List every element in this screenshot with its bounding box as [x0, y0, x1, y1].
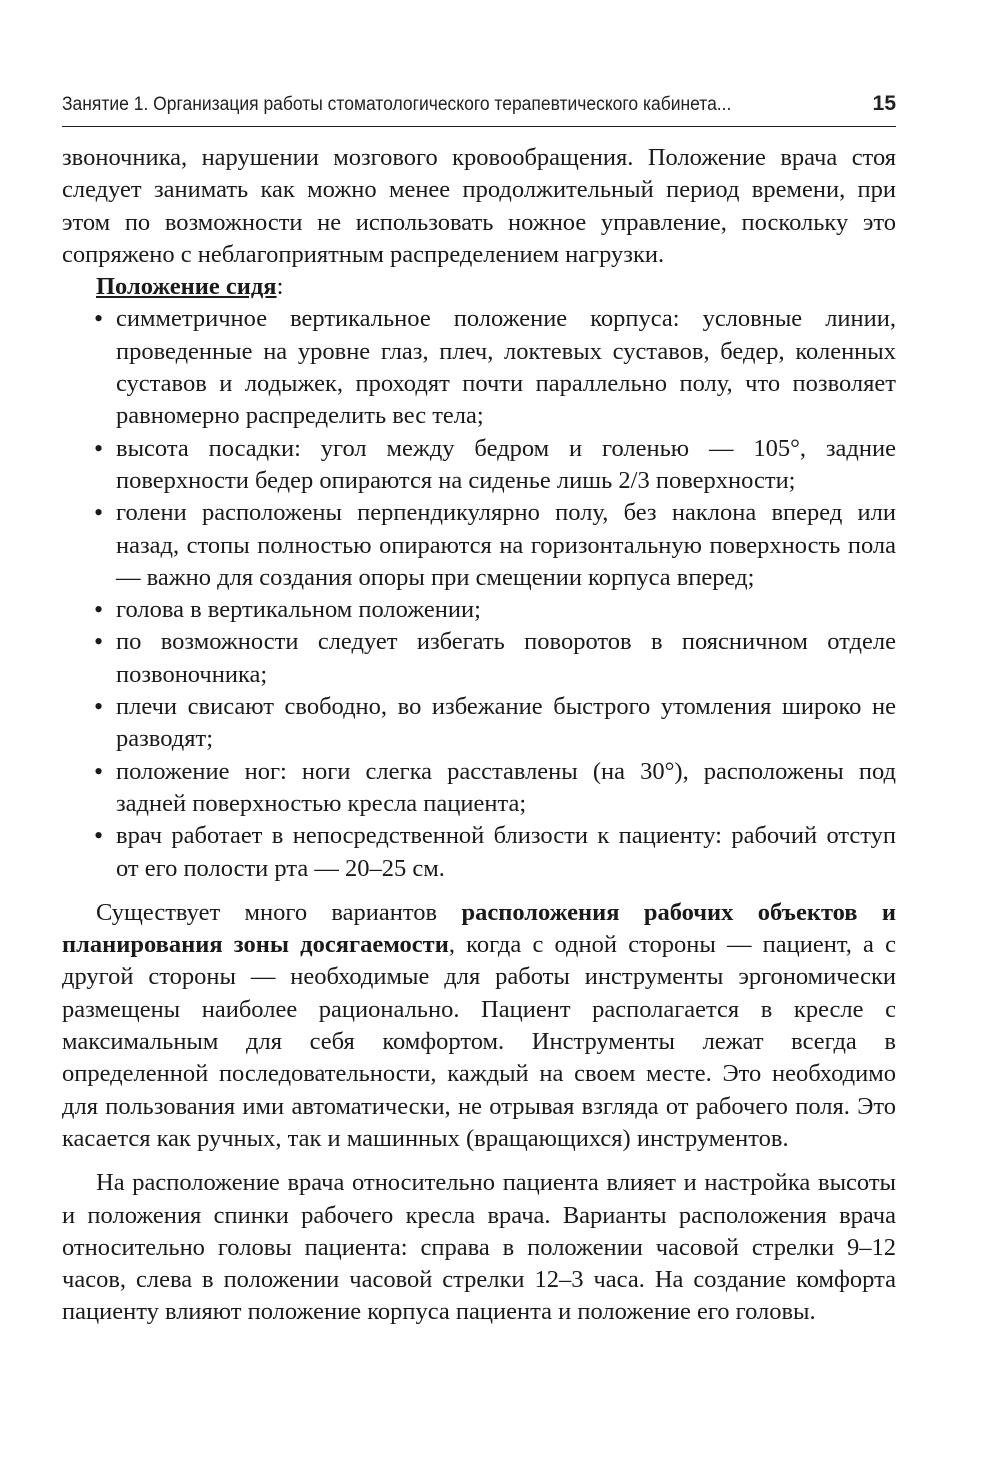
list-item: • положение ног: ноги слегка расставлены (на 30°), расположены под задней поверхностью кресла пациента;: [116, 756, 896, 821]
workspace-rest: , когда с одной стороны — пациент, а с другой стороны — необходимые для работы инструменты эргономически размещены наиболее рационально. Пациент располагается в кресле с максимальным для себя комфортом. Инструменты лежат всегда в определенной последовательности, каждый на своем месте. Это необходимо для пользования ими автоматически, не отрывая взгляда от рабочего поля. Это касается как ручных, так и машинных (вращающихся) инструментов.: [62, 931, 897, 1152]
sitting-heading-colon: :: [276, 273, 284, 301]
intro-paragraph: звоночника, нарушении мозгового кровообращения. Положение врача стоя следует занимать как можно менее продолжительный период времени, при этом по возможности не использовать ножное управление, поскольку это сопряжено с неблагоприятным распределением нагрузки.: [62, 144, 896, 268]
workspace-lead: Существует много вариантов: [96, 898, 462, 926]
workspace-bold-term: расположения рабочих объектов и планирования зоны досягаемости: [62, 898, 897, 959]
list-item: • врач работает в непосредственной близости к пациенту: рабочий отступ от его полости рта — 20–25 см.: [116, 820, 896, 885]
list-item: • симметричное вертикальное положение корпуса: условные линии, проведенные на уровне глаз, плеч, локтевых суставов, бедер, коленных суставов и лодыжек, проходят почти параллельно полу, что позволяет равномерно распределить вес тела;: [116, 303, 896, 432]
position-paragraph: На расположение врача относительно пациента влияет и настройка высоты и положения спинки рабочего кресла врача. Варианты расположения врача относительно головы пациента: справа в положении часовой стрелки 9–12 часов, слева в положении часовой стрелки 12–3 часа. На создание комфорта пациенту влияют положение корпуса пациента и положение его головы.: [62, 1169, 896, 1326]
list-item: • голова в вертикальном положении;: [116, 594, 896, 626]
workspace-paragraph: [62, 897, 896, 1155]
list-item: • плечи свисают свободно, во избежание быстрого утомления широко не разводят;: [116, 691, 896, 756]
sitting-heading: Положение сидя: [96, 273, 277, 301]
running-header: [62, 92, 896, 127]
list-item: • по возможности следует избегать поворотов в поясничном отделе позвоночника;: [116, 626, 896, 691]
sitting-heading-line: [62, 271, 896, 303]
page-number: 15: [872, 92, 896, 115]
running-title: Занятие 1. Организация работы стоматологического терапевтического кабинета...: [62, 94, 732, 115]
body-text: [62, 142, 896, 1329]
list-item: • голени расположены перпендикулярно полу, без наклона вперед или назад, стопы полностью опираются на горизонтальную поверхность пола — важно для создания опоры при смещении корпуса вперед;: [116, 497, 896, 594]
list-item: • высота посадки: угол между бедром и голенью — 105°, задние поверхности бедер опираются на сиденье лишь 2/3 поверхности;: [116, 433, 896, 498]
sitting-list: [62, 303, 896, 884]
